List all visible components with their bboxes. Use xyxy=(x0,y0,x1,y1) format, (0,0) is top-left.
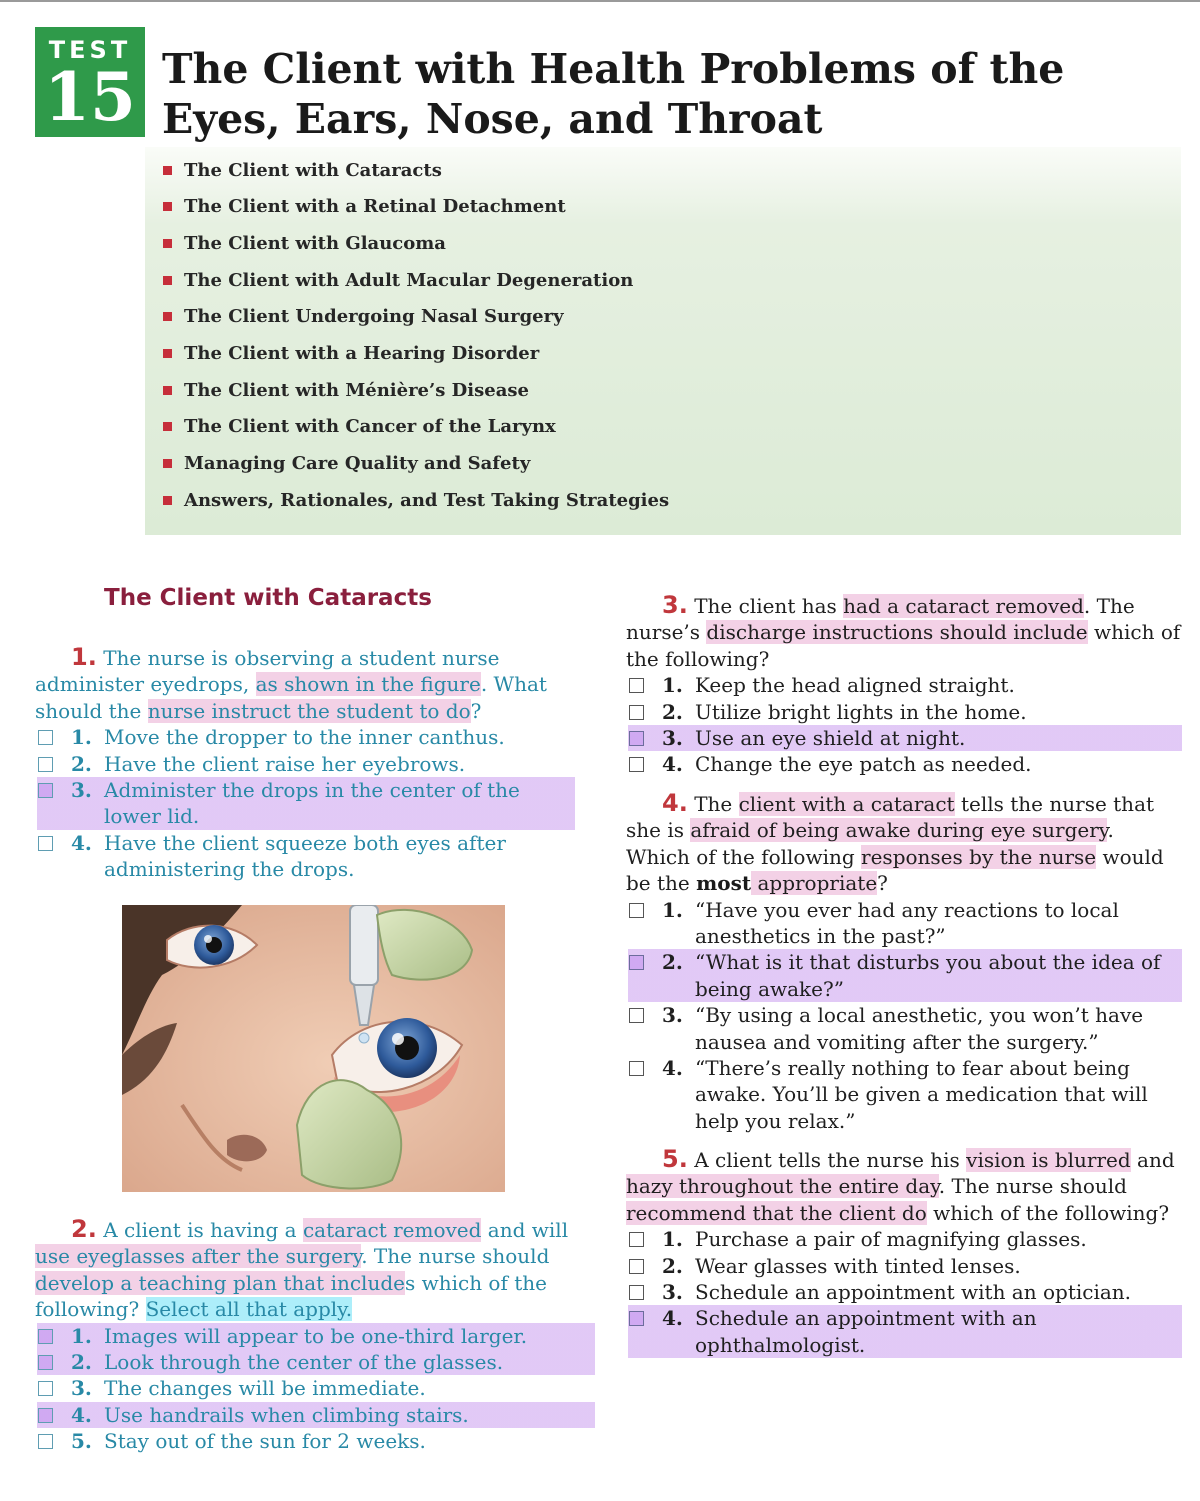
option-text: Change the eye patch as needed. xyxy=(695,752,1032,777)
option-text: Purchase a pair of magnifying glasses. xyxy=(695,1227,1087,1252)
dropper-bottle xyxy=(350,905,378,985)
checkbox-icon[interactable] xyxy=(38,757,53,772)
option-number: 4. xyxy=(662,1056,683,1081)
question-4 xyxy=(626,790,1182,1134)
checkbox-icon[interactable] xyxy=(38,1381,53,1396)
drop xyxy=(359,1033,369,1043)
answer-option[interactable] xyxy=(35,830,575,883)
stem-text: The client has xyxy=(694,594,844,618)
answer-option[interactable] xyxy=(626,751,1182,777)
topic-item xyxy=(163,155,442,185)
question-5 xyxy=(626,1146,1182,1358)
answer-option[interactable] xyxy=(626,897,1182,950)
stem-text: The nurse is observing a student nurse administer eyedrops, xyxy=(35,646,500,697)
topic-label: Managing Care Quality and Safety xyxy=(184,452,531,474)
test-badge-label: TEST xyxy=(48,36,132,64)
stem-text: tells the nurse that she is xyxy=(626,792,1155,843)
option-number: 1. xyxy=(662,673,683,698)
option-text: Look through the center of the glasses. xyxy=(104,1350,504,1375)
checkbox-icon[interactable] xyxy=(629,731,644,746)
answer-option-selected[interactable] xyxy=(35,777,575,830)
option-number: 3. xyxy=(662,1003,683,1028)
option-number: 4. xyxy=(71,830,92,855)
checkbox-icon[interactable] xyxy=(629,1061,644,1076)
option-text: Wear glasses with tinted lenses. xyxy=(695,1253,1021,1278)
stem-text: which of the following? xyxy=(926,1200,1170,1225)
answer-option[interactable] xyxy=(35,1375,595,1401)
answer-option[interactable] xyxy=(35,751,575,777)
question-stem xyxy=(35,1216,595,1323)
stem-text: which of the following? xyxy=(626,620,1181,671)
answer-option[interactable] xyxy=(626,699,1182,725)
checkbox-icon[interactable] xyxy=(38,730,53,745)
answer-option[interactable] xyxy=(626,1226,1182,1252)
option-number: 4. xyxy=(662,1306,683,1331)
topic-label: The Client with Ménière’s Disease xyxy=(184,379,529,401)
option-text: The changes will be immediate. xyxy=(104,1376,426,1401)
option-text: Use an eye shield at night. xyxy=(695,726,966,751)
topics-box xyxy=(145,147,1181,535)
option-text: Have the client raise her eyebrows. xyxy=(104,751,466,776)
option-number: 2. xyxy=(71,751,92,776)
answer-option[interactable] xyxy=(626,672,1182,698)
square-bullet-icon xyxy=(163,422,172,431)
option-number: 1. xyxy=(662,1227,683,1252)
topic-label: Answers, Rationales, and Test Taking Strategies xyxy=(184,489,670,511)
stem-text: and will xyxy=(481,1218,569,1242)
answer-option-selected[interactable] xyxy=(35,1323,595,1349)
question-stem xyxy=(626,1146,1182,1226)
option-text: Administer the drops in the center of the lower lid. xyxy=(104,778,520,829)
answer-option[interactable] xyxy=(626,1253,1182,1279)
square-bullet-icon xyxy=(163,239,172,248)
square-bullet-icon xyxy=(163,166,172,175)
option-text: Stay out of the sun for 2 weeks. xyxy=(104,1429,426,1454)
checkbox-icon[interactable] xyxy=(629,1259,644,1274)
checkbox-icon[interactable] xyxy=(629,1311,644,1326)
question-stem xyxy=(626,790,1182,897)
option-number: 2. xyxy=(662,950,683,975)
stem-highlight: as shown in the figure xyxy=(255,672,481,697)
option-number: 3. xyxy=(662,1280,683,1305)
option-number: 3. xyxy=(71,1376,92,1401)
option-number: 2. xyxy=(662,1253,683,1278)
option-number: 3. xyxy=(662,726,683,751)
question-number: 3. xyxy=(662,591,688,619)
stem-highlight: use eyeglasses after the surgery xyxy=(35,1244,362,1269)
stem-text: A client is having a xyxy=(103,1218,303,1242)
stem-highlight: afraid of being awake during eye surgery xyxy=(690,818,1108,843)
topic-label: The Client with Adult Macular Degeneration xyxy=(184,269,634,291)
option-text: Have the client squeeze both eyes after administering the drops. xyxy=(104,830,506,882)
topic-label: The Client with a Retinal Detachment xyxy=(184,195,566,217)
option-text: “There’s really nothing to fear about being awake. You’ll be given a medication that will help you relax.” xyxy=(695,1056,1148,1133)
option-text: Schedule an appointment with an ophthalmologist. xyxy=(695,1306,1037,1357)
option-text: Use handrails when climbing stairs. xyxy=(104,1402,469,1427)
stem-highlight: discharge instructions should include xyxy=(706,620,1088,645)
question-2 xyxy=(35,1216,595,1455)
stem-text: . Which of the following xyxy=(626,818,1114,869)
square-bullet-icon xyxy=(163,349,172,358)
option-number: 1. xyxy=(662,897,683,922)
question-number: 1. xyxy=(71,643,97,671)
checkbox-icon[interactable] xyxy=(38,1434,53,1449)
question-number: 2. xyxy=(71,1215,97,1243)
stem-highlight: recommend that the client do xyxy=(626,1200,927,1225)
stem-text: . The nurse should xyxy=(938,1174,1127,1199)
answer-option-selected[interactable] xyxy=(626,1305,1182,1358)
square-bullet-icon xyxy=(163,202,172,211)
option-text: “By using a local anesthetic, you won’t have nausea and vomiting after the surgery.” xyxy=(695,1003,1144,1054)
stem-text: . The nurse’s xyxy=(626,594,1135,645)
question-1 xyxy=(35,644,575,883)
stem-text: . The nurse should xyxy=(361,1244,550,1269)
answer-option-selected[interactable] xyxy=(35,1349,595,1375)
option-number: 3. xyxy=(71,778,92,803)
checkbox-icon[interactable] xyxy=(38,1408,53,1423)
stem-text: s which of the following? xyxy=(35,1270,547,1322)
option-text: Move the dropper to the inner canthus. xyxy=(104,725,505,750)
topic-label: The Client Undergoing Nasal Surgery xyxy=(184,305,564,327)
answer-option-selected[interactable] xyxy=(626,949,1182,1002)
topic-item xyxy=(163,228,446,258)
answer-option[interactable] xyxy=(626,1279,1182,1305)
question-number: 4. xyxy=(662,789,688,817)
checkbox-icon[interactable] xyxy=(38,836,53,851)
square-bullet-icon xyxy=(163,386,172,395)
stem-highlight: client with a cataract xyxy=(738,792,955,816)
section-heading: The Client with Cataracts xyxy=(104,585,432,611)
question-stem xyxy=(626,592,1182,672)
stem-text: would be the xyxy=(626,844,1164,896)
test-badge-number: 15 xyxy=(44,58,136,136)
option-number: 1. xyxy=(71,1323,92,1348)
stem-emphasis: most xyxy=(696,871,752,896)
stem-highlight: cataract removed xyxy=(302,1218,482,1242)
option-text: Keep the head aligned straight. xyxy=(695,673,1015,698)
stem-text: The xyxy=(694,792,739,816)
question-stem xyxy=(35,644,575,724)
stem-highlight: had a cataract removed xyxy=(843,594,1084,618)
checkbox-icon[interactable] xyxy=(629,1285,644,1300)
option-text: “Have you ever had any reactions to local anesthetics in the past?” xyxy=(695,897,1119,949)
page-top-rule xyxy=(0,0,1200,2)
option-text: Images will appear to be one-third larger. xyxy=(104,1323,528,1348)
chapter-title: The Client with Health Problems of the Eyes, Ears, Nose, and Throat xyxy=(162,45,1065,143)
checkbox-icon[interactable] xyxy=(629,705,644,720)
topic-label: The Client with Cancer of the Larynx xyxy=(184,415,556,437)
select-all-instruction: Select all that apply. xyxy=(145,1297,353,1322)
topic-label: The Client with Glaucoma xyxy=(184,232,446,254)
topic-item xyxy=(163,265,633,295)
topic-item xyxy=(163,338,539,368)
stem-highlight: appropriate xyxy=(751,871,878,896)
stem-text: . What should the xyxy=(35,672,547,723)
stem-text: and xyxy=(1130,1148,1175,1172)
option-number: 2. xyxy=(71,1350,92,1375)
option-number: 1. xyxy=(71,725,92,750)
topic-label: The Client with a Hearing Disorder xyxy=(184,342,540,364)
topic-item xyxy=(163,411,556,441)
checkbox-icon[interactable] xyxy=(629,1232,644,1247)
topic-item xyxy=(163,301,564,331)
question-3 xyxy=(626,592,1182,778)
checkbox-icon[interactable] xyxy=(629,1008,644,1023)
topic-label: The Client with Cataracts xyxy=(184,159,442,181)
option-number: 2. xyxy=(662,699,683,724)
answer-option[interactable] xyxy=(626,1002,1182,1055)
topic-item xyxy=(163,448,530,478)
checkbox-icon[interactable] xyxy=(38,783,53,798)
question-number: 5. xyxy=(662,1145,688,1173)
checkbox-icon[interactable] xyxy=(629,955,644,970)
test-badge xyxy=(35,27,145,137)
option-text: Schedule an appointment with an optician. xyxy=(695,1280,1132,1305)
answer-option[interactable] xyxy=(626,1055,1182,1134)
answer-option-selected[interactable] xyxy=(35,1402,595,1428)
answer-option[interactable] xyxy=(35,1428,595,1454)
option-number: 4. xyxy=(662,752,683,777)
square-bullet-icon xyxy=(163,312,172,321)
option-number: 4. xyxy=(71,1402,92,1427)
square-bullet-icon xyxy=(163,276,172,285)
stem-highlight: nurse instruct the student to do xyxy=(147,698,471,723)
eyedrop-illustration xyxy=(122,905,505,1192)
topic-item xyxy=(163,191,566,221)
topic-item xyxy=(163,375,529,405)
option-text: “What is it that disturbs you about the idea of being awake?” xyxy=(695,950,1161,1001)
answer-option[interactable] xyxy=(35,724,575,750)
stem-highlight: vision is blurred xyxy=(966,1148,1131,1172)
topic-item xyxy=(163,485,669,515)
checkbox-icon[interactable] xyxy=(629,757,644,772)
answer-option-selected[interactable] xyxy=(626,725,1182,751)
checkbox-icon[interactable] xyxy=(629,903,644,918)
stem-text: ? xyxy=(877,871,888,896)
stem-highlight: responses by the nurse xyxy=(861,844,1097,869)
square-bullet-icon xyxy=(163,496,172,505)
lower-eye-glint xyxy=(392,1033,404,1045)
option-text: Utilize bright lights in the home. xyxy=(695,699,1027,724)
stem-text: A client tells the nurse his xyxy=(694,1148,967,1172)
checkbox-icon[interactable] xyxy=(38,1329,53,1344)
stem-text: ? xyxy=(470,698,482,723)
square-bullet-icon xyxy=(163,459,172,468)
option-number: 5. xyxy=(71,1429,92,1454)
stem-highlight: develop a teaching plan that include xyxy=(35,1270,405,1295)
upper-eye-glint xyxy=(204,935,212,943)
stem-highlight: hazy throughout the entire day xyxy=(626,1174,939,1199)
checkbox-icon[interactable] xyxy=(629,678,644,693)
checkbox-icon[interactable] xyxy=(38,1355,53,1370)
